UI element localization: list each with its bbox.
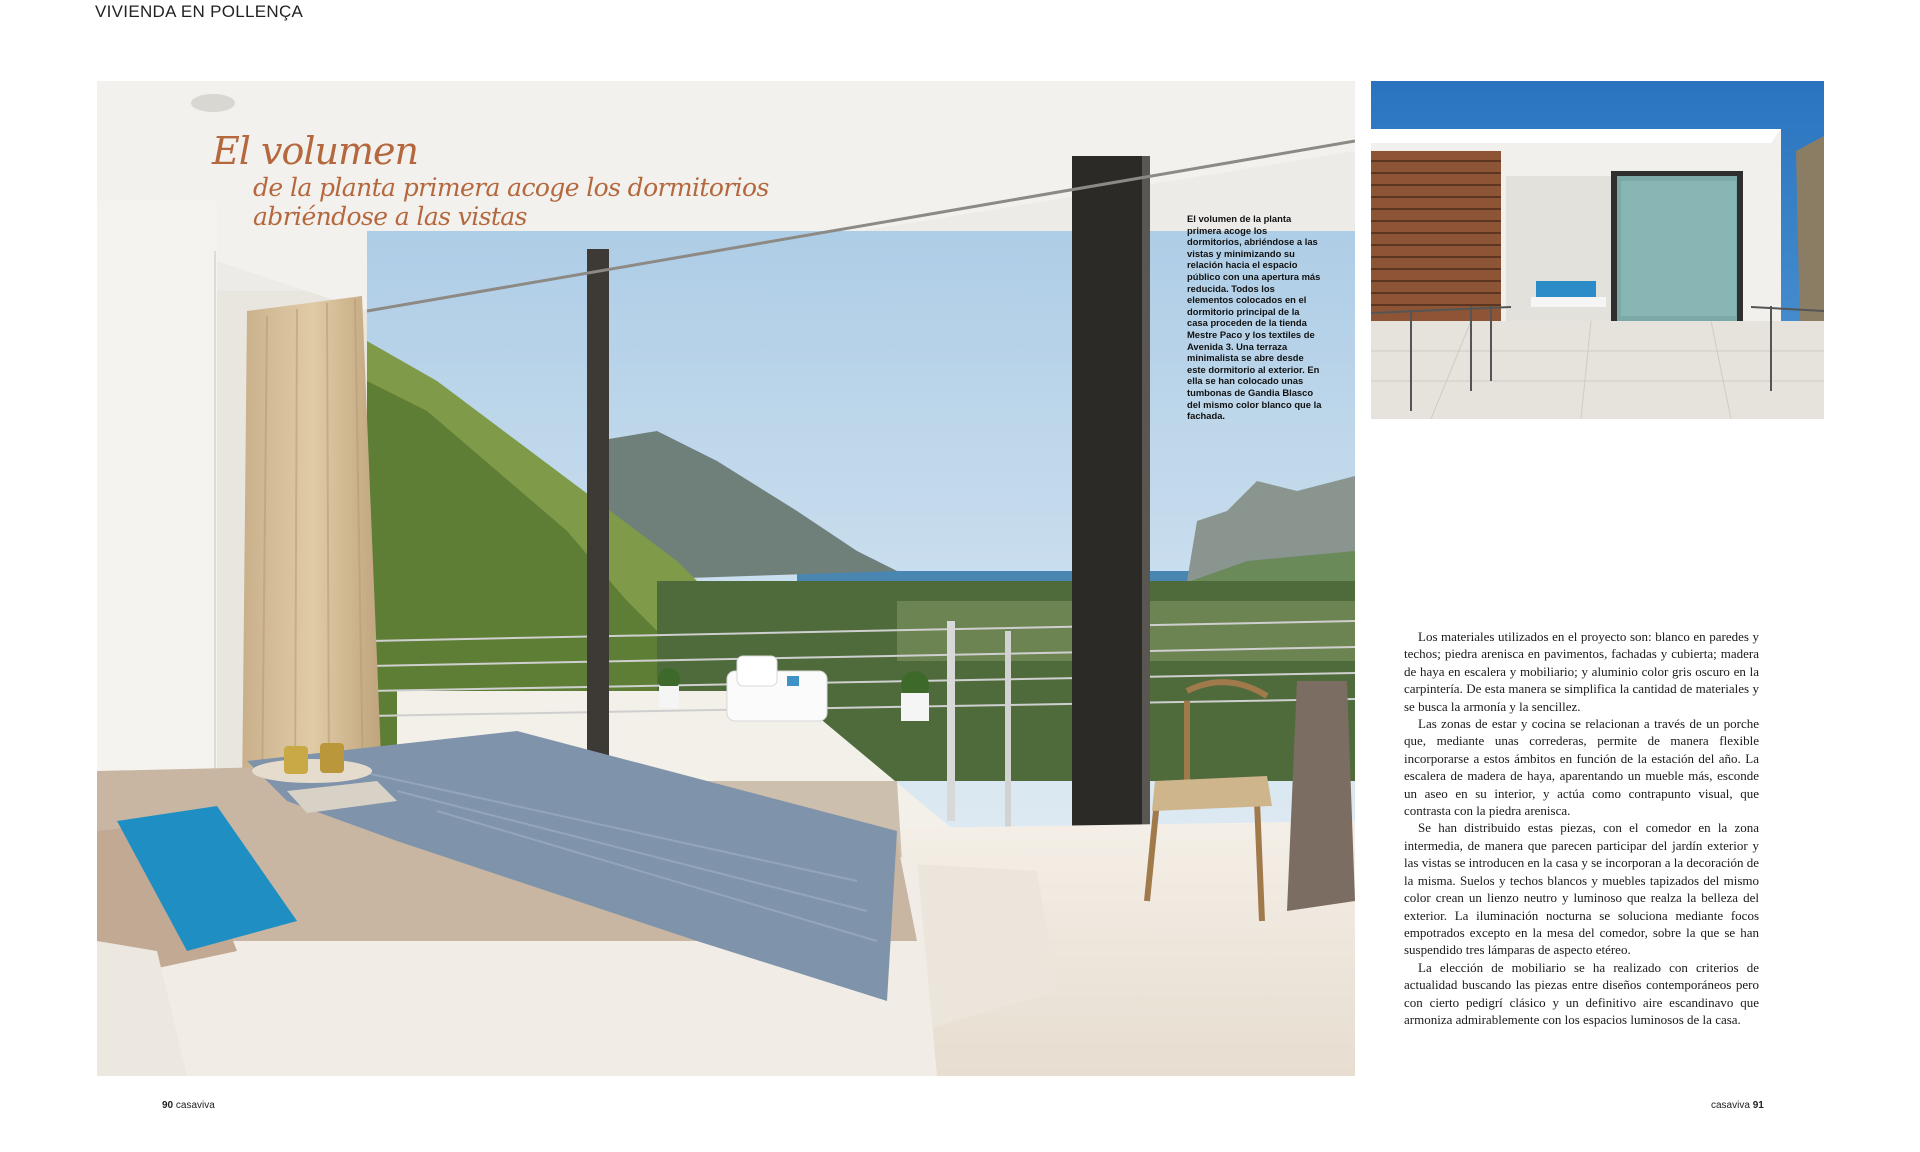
folio-right (1711, 1100, 1764, 1111)
section-header: VIVIENDA EN POLLENÇA (95, 2, 304, 21)
body-paragraph: La elección de mobiliario se ha realizado con criterios de actualidad buscando las piezas entre diseños contemporáneos pero con cierto pedigrí clásico y un definitivo aire escandinavo que armoniza admirablemente con los espacios luminosos de la casa. (1404, 959, 1759, 1027)
exterior-photo (1371, 81, 1824, 419)
headline-subtitle-2: abriéndose a las vistas (253, 202, 527, 231)
brand-left: casaviva (175, 1100, 215, 1111)
body-paragraph: Los materiales utilizados en el proyecto son: blanco en paredes y techos; piedra arenisca en pavimentos, fachadas y cubierta; madera de haya en escalera y mobiliario; y aluminio color gris oscuro en la carpintería. De esta manera se simplifica la cantidad de materiales y se busca la armonía y la sencillez. (1404, 629, 1759, 714)
body-text (1404, 628, 1759, 1028)
body-paragraph: Las zonas de estar y cocina se relacionan a través de un porche que, mediante unas correderas, permite de manera flexible incorporarse a estos ámbitos en función de la estación del año. La escalera de madera de haya, aparentando un mueble más, esconde un aseo en su interior, y actúa como contrapunto visual, que contrasta con la piedra arenisca. (1404, 716, 1759, 819)
bedroom-photo (97, 81, 1355, 1076)
brand-right: casaviva (1711, 1100, 1750, 1111)
exterior-illustration (1371, 81, 1824, 419)
headline (212, 129, 769, 231)
headline-title: El volumen (212, 129, 418, 173)
headline-subtitle-1: de la planta primera acoge los dormitorios (253, 173, 769, 202)
photo-caption: El volumen de la planta primera acoge los dormitorios, abriéndose a las vistas y minimizando su relación hacia el espacio público con una apertura más reducida. Todos los elementos colocados en el dormitorio principal de la casa proceden de la tienda Mestre Paco y los textiles de Avenida 3. Una terraza minimalista se abre desde este dormitorio al exterior. En ella se han colocado unas tumbonas de Gandia Blasco del mismo color blanco que la fachada. (1187, 213, 1322, 422)
folio-left (162, 1100, 215, 1111)
page-number-right: 91 (1752, 1100, 1764, 1111)
page-number-left: 90 (162, 1100, 174, 1111)
body-paragraph: Se han distribuido estas piezas, con el comedor en la zona intermedia, de manera que parecen participar del jardín exterior y las vistas se introducen en la casa y se incorporan a la decoración de la misma. Suelos y techos blancos y muebles tapizados del mismo color crean un lienzo neutro y luminoso que realza la belleza del exterior. La iluminación nocturna se soluciona mediante focos empotrados excepto en la mesa del comedor, sobre la que se han suspendido tres lámparas de aspecto etéreo. (1404, 820, 1759, 958)
